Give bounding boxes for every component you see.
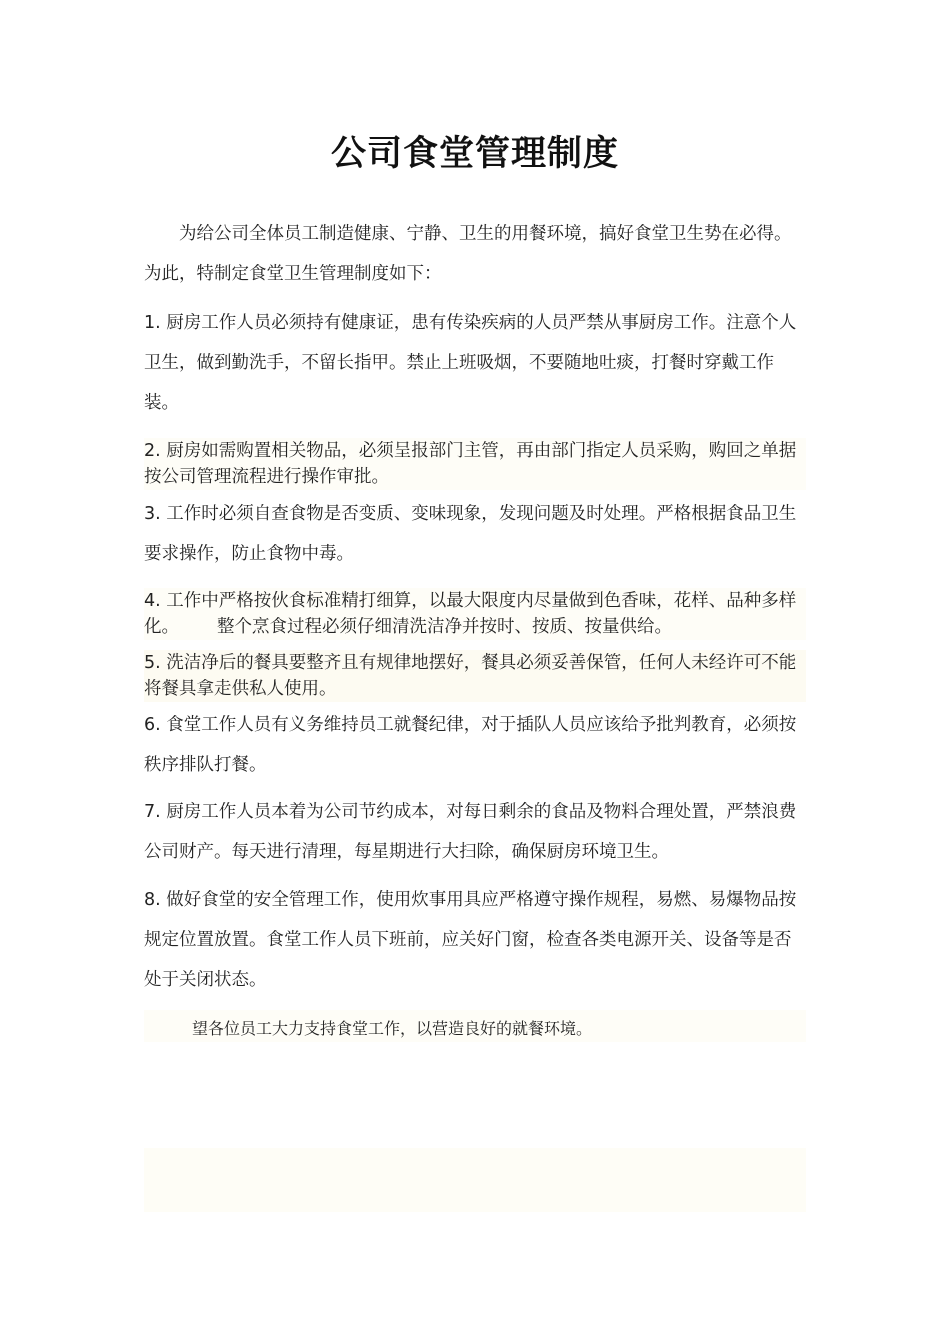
blank-shaded-area — [144, 1148, 806, 1212]
rule-item-4-extra: 整个烹食过程必须仔细清洗洁净并按时、按质、按量供给。 — [217, 617, 672, 637]
rule-item-7: 7. 厨房工作人员本着为公司节约成本，对每日剩余的食品及物料合理处置，严禁浪费公司财产。每天进行清理，每星期进行大扫除，确保厨房环境卫生。 — [144, 802, 797, 862]
document-title: 公司食堂管理制度 — [330, 134, 619, 174]
rule-item-2: 2. 厨房如需购置相关物品，必须呈报部门主管，再由部门指定人员采购，购回之单据按公司管理流程进行操作审批。 — [144, 438, 806, 490]
rule-item-4 — [144, 588, 806, 640]
rule-item-6: 6. 食堂工作人员有义务维持员工就餐纪律，对于插队人员应该给予批判教育，必须按秩序排队打餐。 — [144, 715, 797, 775]
rule-item-4-text: 4. 工作中严格按伙食标准精打细算，以最大限度内尽量做到色香味，花样、品种多样化。 — [144, 591, 797, 637]
rule-item-8: 8. 做好食堂的安全管理工作，使用炊事用具应严格遵守操作规程，易燃、易爆物品按规定位置放置。食堂工作人员下班前，应关好门窗，检查各类电源开关、设备等是否处于关闭状态。 — [144, 890, 797, 990]
rule-item-5: 5. 洗洁净后的餐具要整齐且有规律地摆好，餐具必须妥善保管，任何人未经许可不能将餐具拿走供私人使用。 — [144, 650, 806, 702]
rule-item-3: 3. 工作时必须自查食物是否变质、变味现象，发现问题及时处理。严格根据食品卫生要求操作，防止食物中毒。 — [144, 504, 797, 564]
intro-paragraph: 为给公司全体员工制造健康、宁静、卫生的用餐环境，搞好食堂卫生势在必得。为此，特制定食堂卫生管理制度如下： — [144, 224, 792, 284]
closing-remark: 望各位员工大力支持食堂工作，以营造良好的就餐环境。 — [144, 1010, 806, 1042]
rule-item-1: 1. 厨房工作人员必须持有健康证，患有传染疾病的人员严禁从事厨房工作。注意个人卫生，做到勤洗手，不留长指甲。禁止上班吸烟，不要随地吐痰，打餐时穿戴工作装。 — [144, 313, 797, 413]
